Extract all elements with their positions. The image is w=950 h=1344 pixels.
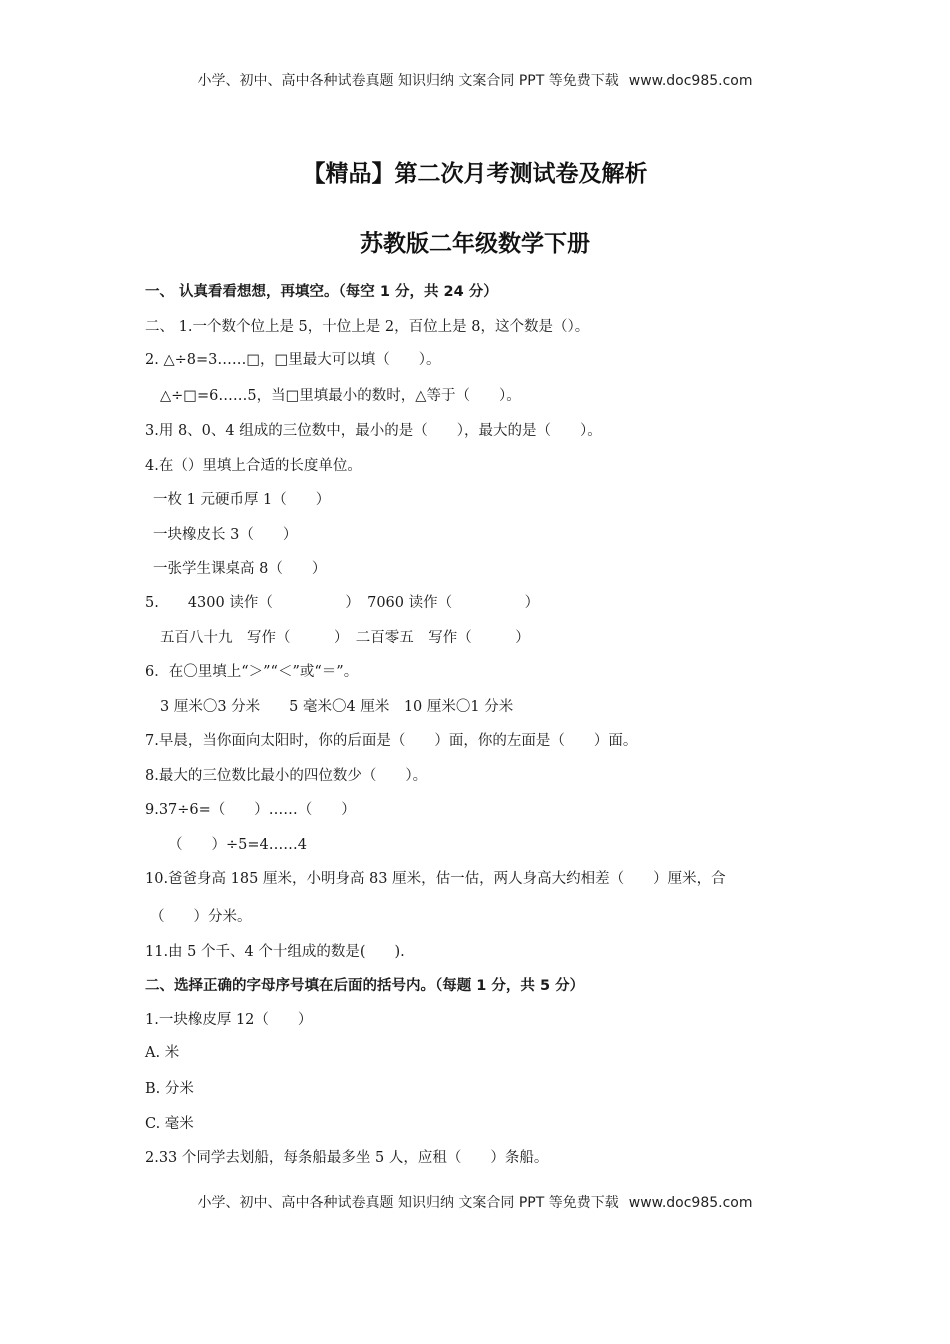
question-line: 7.早晨，当你面向太阳时，你的后面是（ ）面，你的左面是（ ）面。 — [145, 733, 638, 749]
question-line: 6．在〇里填上“＞”“＜”或“＝”。 — [145, 664, 359, 680]
question-line: 1.一块橡皮厚 12（ ） — [145, 1012, 313, 1028]
footer-url[interactable]: www.doc985.com — [628, 1195, 753, 1211]
header-text: 小学、初中、高中各种试卷真题 知识归纳 文案合同 PPT 等免费下载 — [197, 73, 619, 89]
question-line: 4.在（）里填上合适的长度单位。 — [145, 458, 362, 474]
question-line: 8.最大的三位数比最小的四位数少（ ）。 — [145, 768, 428, 784]
option-a: A. 米 — [145, 1045, 180, 1061]
document-title: 【精品】第二次月考测试卷及解析 — [302, 161, 648, 187]
section-2-heading: 二、选择正确的字母序号填在后面的括号内。（每题 1 分，共 5 分） — [145, 978, 585, 994]
question-line: 二、 1.一个数个位上是 5，十位上是 2，百位上是 8，这个数是（）。 — [145, 319, 590, 335]
question-line: 一块橡皮长 3（ ） — [153, 527, 298, 543]
footer-text: 小学、初中、高中各种试卷真题 知识归纳 文案合同 PPT 等免费下载 — [197, 1195, 619, 1211]
question-line: 一枚 1 元硬币厚 1（ ） — [153, 492, 331, 508]
question-line: 2.33 个同学去划船，每条船最多坐 5 人，应租（ ）条船。 — [145, 1150, 549, 1166]
question-line: 3.用 8、0、4 组成的三位数中，最小的是（ ），最大的是（ ）。 — [145, 423, 602, 439]
option-c: C. 毫米 — [145, 1116, 194, 1132]
question-line: 五百八十九 写作（ ） 二百零五 写作（ ） — [160, 630, 530, 646]
question-line: 10.爸爸身高 185 厘米，小明身高 83 厘米，估一估，两人身高大约相差（ ）厘米，合 — [145, 871, 726, 887]
question-line: 2. △÷8=3……□，□里最大可以填（ ）。 — [145, 352, 441, 368]
question-line: 5. 4300 读作（ ） 7060 读作（ ） — [145, 595, 540, 611]
header-url[interactable]: www.doc985.com — [628, 73, 753, 89]
page-header — [0, 70, 950, 90]
page-footer — [0, 1192, 950, 1212]
option-b: B. 分米 — [145, 1081, 194, 1097]
question-line: 一张学生课桌高 8（ ） — [153, 561, 327, 577]
question-line: 11.由 5 个千、4 个十组成的数是( ). — [145, 944, 405, 960]
question-line: 3 厘米〇3 分米 5 毫米〇4 厘米 10 厘米〇1 分米 — [160, 699, 514, 715]
section-1-heading: 一、 认真看看想想，再填空。（每空 1 分，共 24 分） — [145, 284, 498, 300]
question-line: （ ）÷5=4……4 — [168, 837, 307, 853]
question-line: （ ）分米。 — [150, 909, 252, 925]
question-line: △÷□=6……5，当□里填最小的数时，△等于（ ）。 — [160, 388, 521, 404]
document-subtitle: 苏教版二年级数学下册 — [360, 231, 590, 257]
question-line: 9.37÷6=（ ）……（ ） — [145, 802, 356, 818]
